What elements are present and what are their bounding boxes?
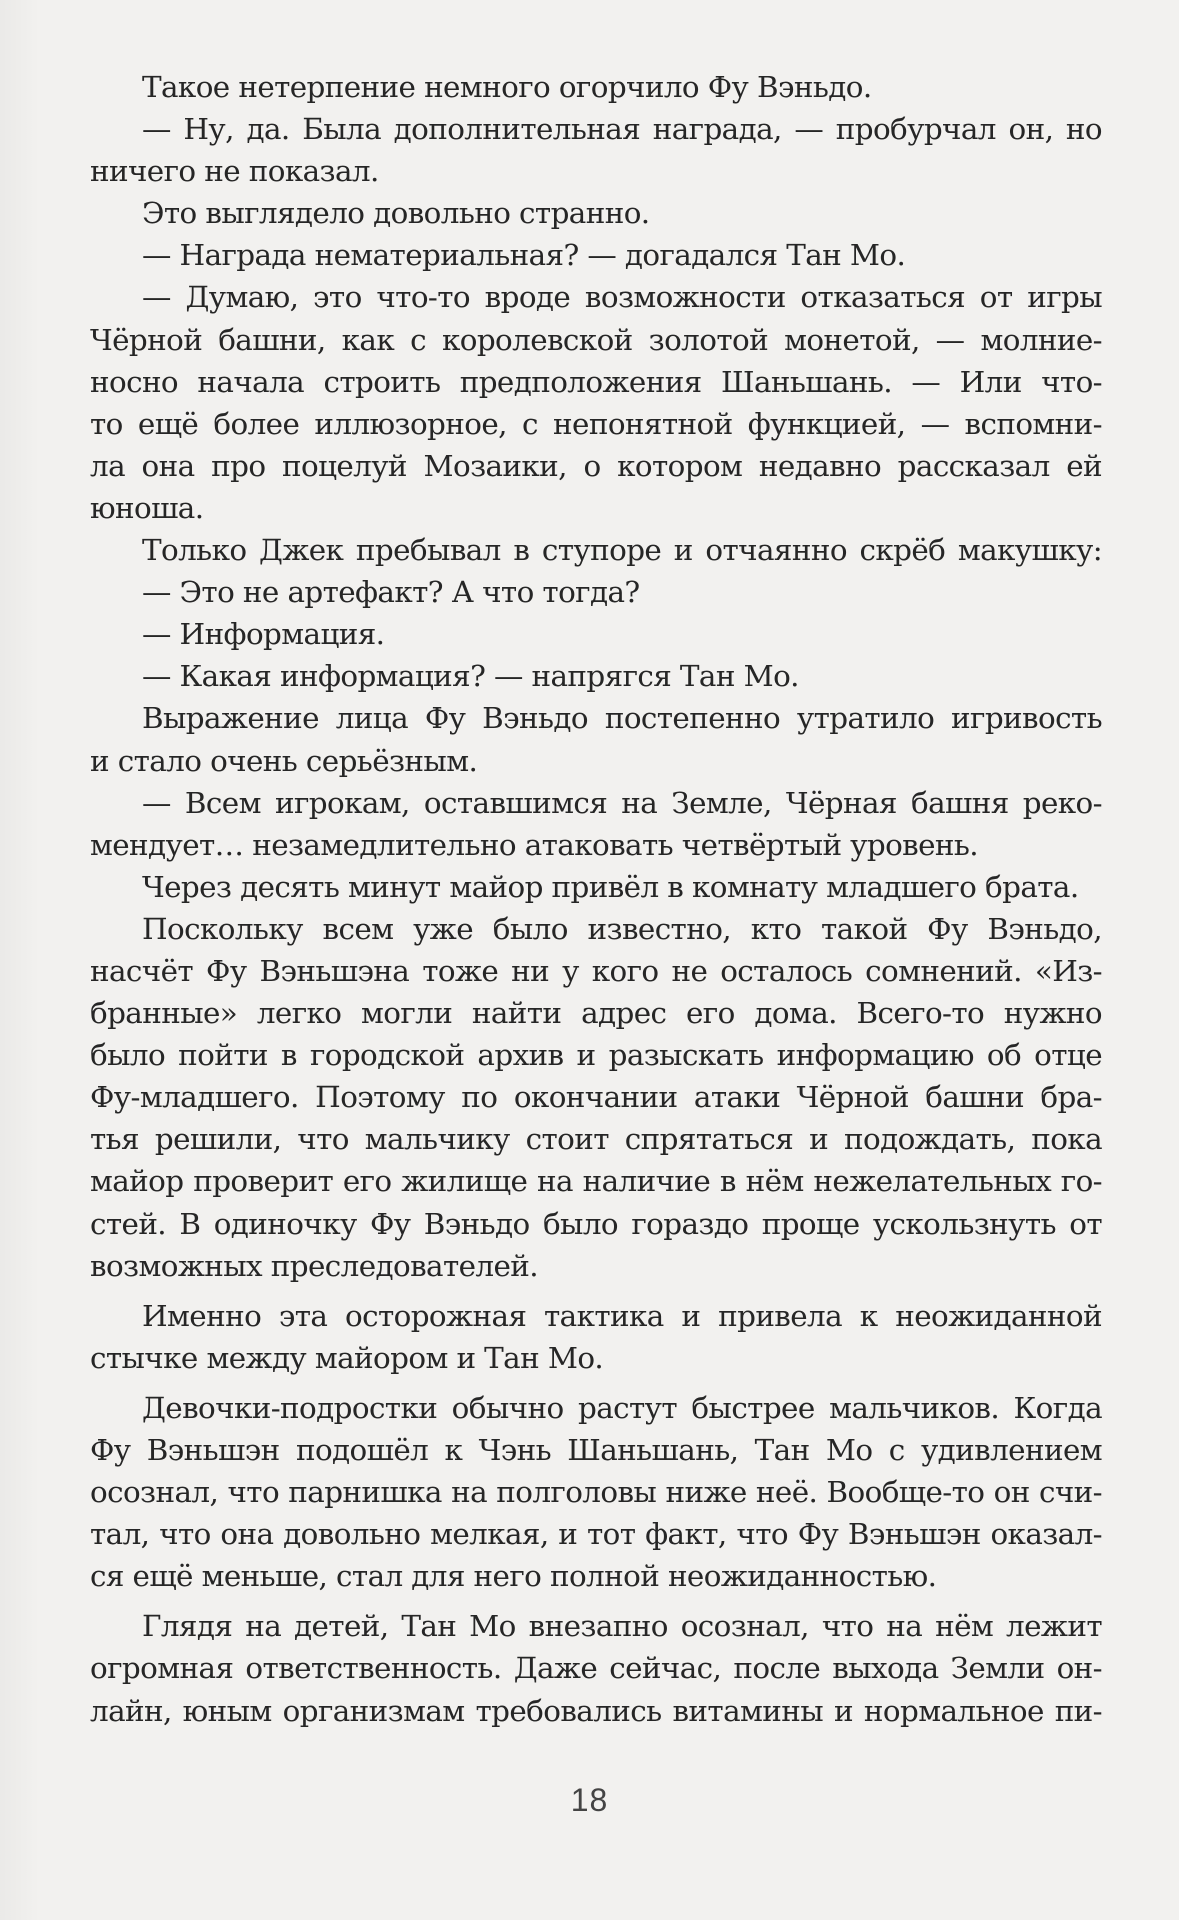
- text-line: лайн, юным организмам требовались витамины и нормальное пи-: [90, 1693, 1102, 1728]
- paragraph-gap: [90, 1379, 1102, 1387]
- page-number: 18: [570, 1782, 609, 1818]
- text-line: юноша.: [90, 490, 204, 525]
- text-line: Такое нетерпение немного огорчило Фу Вэньдо.: [142, 70, 872, 104]
- text-line: было пойти в городской архив и разыскать информацию об отце: [90, 1038, 1102, 1073]
- text-line: ся ещё меньше, стал для него полной неожиданностью.: [90, 1559, 937, 1594]
- text-line: огромная ответственность. Даже сейчас, после выхода Земли он-: [90, 1651, 1102, 1686]
- text-line: Девочки-подростки обычно растут быстрее мальчиков. Когда: [142, 1390, 1102, 1425]
- text-line: — Думаю, это что-то вроде возможности отказаться от игры: [142, 280, 1102, 315]
- text-line: Это выглядело довольно странно.: [142, 196, 650, 231]
- text-line: тья решили, что мальчику стоит спрятаться и подождать, пока: [90, 1122, 1102, 1157]
- text-line: возможных преследователей.: [90, 1248, 538, 1283]
- text-line: насчёт Фу Вэньшэна тоже ни у кого не осталось сомнений. «Из-: [90, 953, 1102, 988]
- text-line: Именно эта осторожная тактика и привела к неожиданной: [142, 1298, 1102, 1333]
- text-line: — Какая информация? — напрягся Тан Мо.: [142, 659, 799, 694]
- text-line: бранные» легко могли найти адрес его дома. Всего-то нужно: [90, 996, 1102, 1031]
- text-line: майор проверит его жилище на наличие в нём нежелательных го-: [90, 1164, 1102, 1199]
- text-line: Через десять минут майор привёл в комнату младшего брата.: [142, 869, 1079, 904]
- text-line: Чёрной башни, как с королевской золотой монетой, — молние-: [90, 322, 1102, 357]
- text-line: — Всем игрокам, оставшимся на Земле, Чёрная башня реко-: [142, 785, 1102, 820]
- paragraph-gap: [90, 1597, 1102, 1605]
- text-line: ничего не показал.: [90, 154, 379, 189]
- text-line: носно начала строить предположения Шаньшань. — Или что-: [90, 364, 1102, 399]
- text-line: мендует… незамедлительно атаковать четвёртый уровень.: [90, 827, 979, 862]
- text-line: Только Джек пребывал в ступоре и отчаянно скрёб макушку:: [142, 533, 1102, 568]
- text-line: Выражение лица Фу Вэньдо постепенно утратило игривость: [142, 701, 1102, 736]
- text-line: — Награда нематериальная? — догадался Тан Мо.: [142, 238, 906, 273]
- text-line: — Это не артефакт? А что тогда?: [142, 575, 640, 610]
- text-line: Глядя на детей, Тан Мо внезапно осознал, что на нём лежит: [142, 1609, 1102, 1644]
- text-line: и стало очень серьёзным.: [90, 743, 478, 778]
- text-line: то ещё более иллюзорное, с непонятной функцией, — вспомни-: [90, 406, 1102, 441]
- text-line: Фу-младшего. Поэтому по окончании атаки Чёрной башни бра-: [90, 1080, 1102, 1115]
- page-text: [90, 66, 1102, 1732]
- text-line: Поскольку всем уже было известно, кто такой Фу Вэньдо,: [142, 911, 1102, 946]
- text-line: стычке между майором и Тан Мо.: [90, 1340, 604, 1375]
- text-line: — Ну, да. Была дополнительная награда, — пробурчал он, но: [142, 112, 1102, 147]
- text-line: ла она про поцелуй Мозаики, о котором недавно рассказал ей: [90, 448, 1102, 483]
- text-line: Фу Вэньшэн подошёл к Чэнь Шаньшань, Тан Мо с удивлением: [90, 1433, 1102, 1467]
- text-line: стей. В одиночку Фу Вэньдо было гораздо проще ускользнуть от: [90, 1206, 1102, 1241]
- text-line: — Информация.: [142, 617, 385, 652]
- text-line: тал, что она довольно мелкая, и тот факт, что Фу Вэньшэн оказал-: [90, 1517, 1102, 1552]
- text-line: осознал, что парнишка на полголовы ниже неё. Вообще-то он счи-: [90, 1475, 1102, 1510]
- paragraph-gap: [90, 1287, 1102, 1295]
